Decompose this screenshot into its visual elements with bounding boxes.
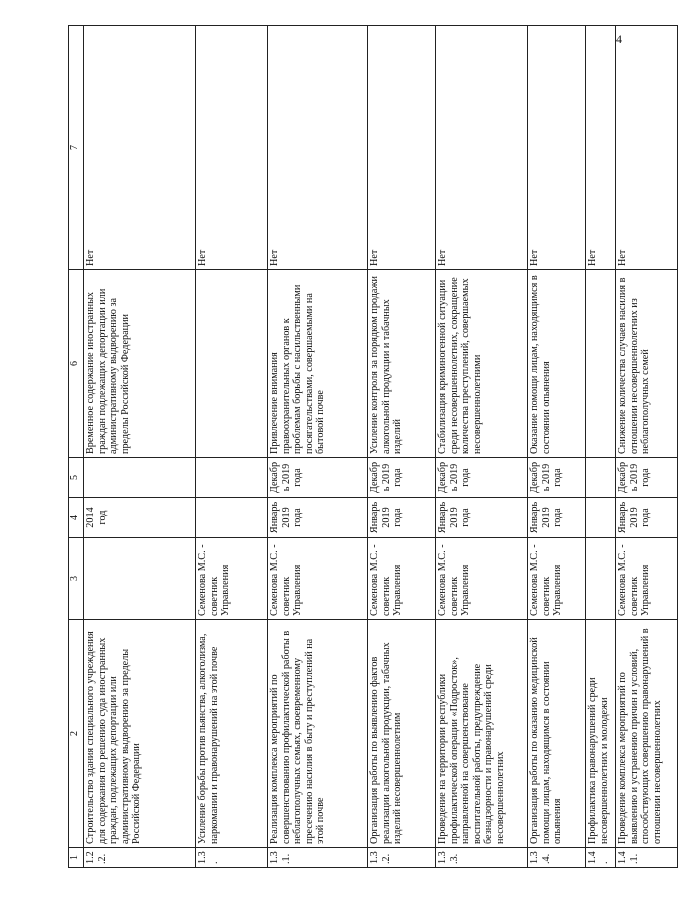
row-number: 1.4. — [586, 848, 616, 868]
funding-cell: Нет — [368, 26, 436, 270]
responsible-cell: Семенова М.С. - советник Управления — [528, 538, 586, 620]
responsible-cell: Семенова М.С. - советник Управления — [368, 538, 436, 620]
end-date-cell: Декабрь 2019 года — [528, 458, 586, 498]
result-cell: Привлечение внимания правоохранительных органов к проблемам борьбы с насильственными посягательствами, совершаемыми на бытовой почве — [268, 270, 368, 458]
responsible-cell: Семенова М.С. - советник Управления — [436, 538, 528, 620]
funding-cell: Нет — [436, 26, 528, 270]
start-date-cell: Январь 2019 года — [528, 498, 586, 538]
result-cell: Снижение количества случаев насилия в отношении несовершеннолетних из неблагополучных семей — [616, 270, 678, 458]
event-cell: Реализация комплекса мероприятий по совершенствованию профилактической работы в неблагополучных семьях, своевременному пресечению насилия в быту и преступлений на этой почве — [268, 620, 368, 848]
end-date-cell: Декабрь 2019 года — [368, 458, 436, 498]
row-number: 1.3.3. — [436, 848, 528, 868]
funding-cell: Нет — [84, 26, 196, 270]
end-date-cell: Декабрь 2019 года — [616, 458, 678, 498]
event-cell: Усиление борьбы против пьянства, алкоголизма, наркомании и правонарушений на этой почве — [196, 620, 268, 848]
end-date-cell — [84, 458, 196, 498]
funding-cell: Нет — [616, 26, 678, 270]
header-cell: 6 — [69, 270, 84, 458]
responsible-cell: Семенова М.С. - советник Управления — [268, 538, 368, 620]
table-row — [368, 26, 436, 868]
event-cell: Проведение на территории республики профилактической операции «Подросток», направленной на совершенствование воспитательной работы, предупреждение безнадзорности и правонарушений среди несовершеннолетних — [436, 620, 528, 848]
event-cell: Проведение комплекса мероприятий по выявлению и устранению причин и условий, способствующих совершению правонарушений в отношении несовершеннолетних — [616, 620, 678, 848]
header-cell: 2 — [69, 620, 84, 848]
responsible-cell — [84, 538, 196, 620]
responsible-cell: Семенова М.С. - советник Управления — [616, 538, 678, 620]
table-row — [268, 26, 368, 868]
funding-cell: Нет — [528, 26, 586, 270]
row-number: 1.3.4. — [528, 848, 586, 868]
start-date-cell — [196, 498, 268, 538]
funding-cell: Нет — [586, 26, 616, 270]
table-row — [84, 26, 196, 868]
end-date-cell — [196, 458, 268, 498]
row-number: 1.4.1. — [616, 848, 678, 868]
result-cell: Стабилизация криминогенной ситуации среди несовершеннолетних, сокращение количества преступлений, совершаемых несовершеннолетними — [436, 270, 528, 458]
header-cell: 5 — [69, 458, 84, 498]
result-cell: Усиление контроля за порядком продажи алкогольной продукции и табачных изделий — [368, 270, 436, 458]
event-cell: Строительство здания специального учреждения для содержания по решению суда иностранных граждан, подлежащих депортации или административному выдворению за пределы Российской Федерации — [84, 620, 196, 848]
start-date-cell: Январь 2019 года — [268, 498, 368, 538]
table-row — [528, 26, 586, 868]
table-row — [436, 26, 528, 868]
table-header-row — [69, 26, 84, 868]
result-cell: Оказание помощи лицам, находящимся в состоянии опьянения — [528, 270, 586, 458]
funding-cell: Нет — [196, 26, 268, 270]
event-cell: Профилактика правонарушений среди несовершеннолетних и молодежи — [586, 620, 616, 848]
row-number: 1.3. — [196, 848, 268, 868]
result-cell: Временное содержание иностранных граждан подлежащих депортации или административному выдворению за пределы Российской Федерации — [84, 270, 196, 458]
table-row — [616, 26, 678, 868]
start-date-cell: Январь 2019 года — [368, 498, 436, 538]
funding-cell: Нет — [268, 26, 368, 270]
row-number: 1.3.1. — [268, 848, 368, 868]
event-cell: Организация работы по выявлению фактов реализации алкогольной продукции, табачных изделий несовершеннолетним — [368, 620, 436, 848]
start-date-cell: Январь 2019 года — [616, 498, 678, 538]
row-number: 1.2.2. — [84, 848, 196, 868]
row-number: 1.3.2. — [368, 848, 436, 868]
events-table — [68, 25, 678, 868]
header-cell: 3 — [69, 538, 84, 620]
end-date-cell: Декабрь 2019 года — [268, 458, 368, 498]
table-row — [586, 26, 616, 868]
page-number: 4 — [616, 32, 622, 46]
event-cell: Организация работы по оказанию медицинской помощи лицам, находящимся в состоянии опьянения — [528, 620, 586, 848]
header-cell: 7 — [69, 26, 84, 270]
end-date-cell — [586, 458, 616, 498]
table-row — [196, 26, 268, 868]
header-cell: 4 — [69, 498, 84, 538]
result-cell — [196, 270, 268, 458]
responsible-cell: Семенова М.С. - советник Управления — [196, 538, 268, 620]
start-date-cell: 2014 год — [84, 498, 196, 538]
start-date-cell — [586, 498, 616, 538]
start-date-cell: Январь 2019 года — [436, 498, 528, 538]
header-cell: 1 — [69, 848, 84, 868]
result-cell — [586, 270, 616, 458]
rotated-table-wrapper — [68, 26, 663, 868]
end-date-cell: Декабрь 2019 года — [436, 458, 528, 498]
responsible-cell — [586, 538, 616, 620]
